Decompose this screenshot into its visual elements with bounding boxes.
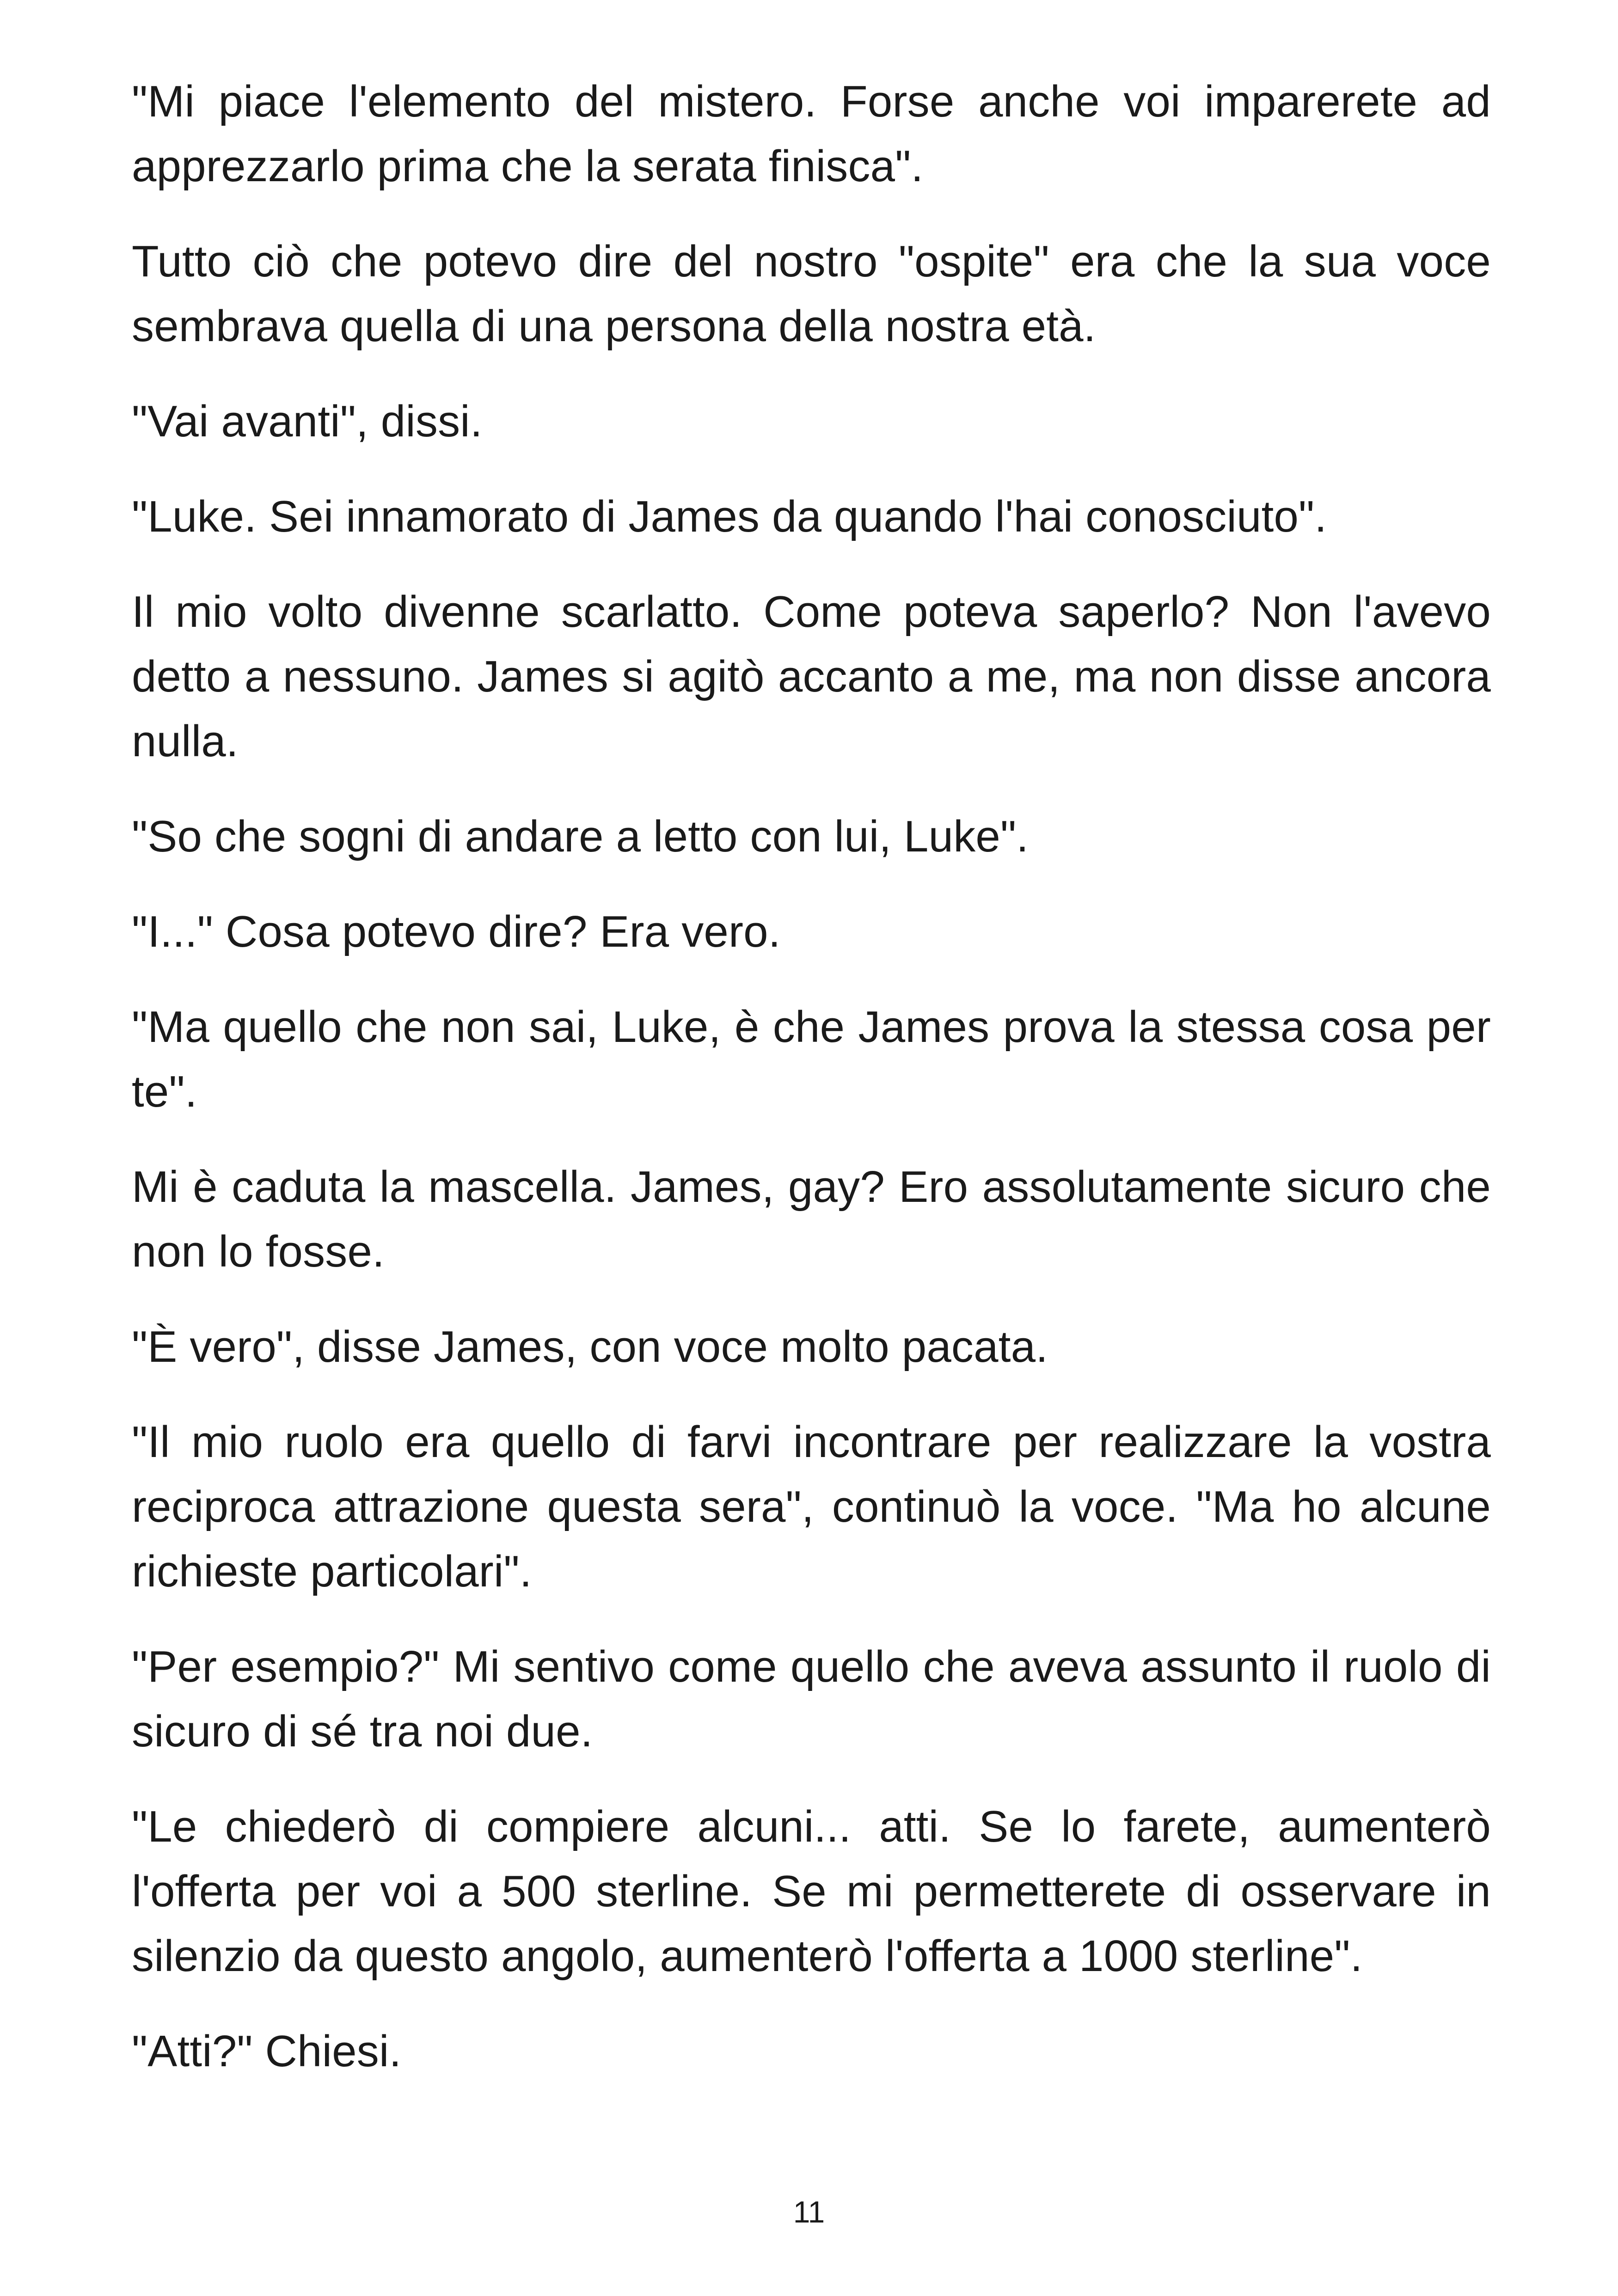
paragraph: Mi è caduta la mascella. James, gay? Ero assolutamente sicuro che non lo fosse. bbox=[132, 1162, 1491, 1276]
paragraph: "È vero", disse James, con voce molto pacata. bbox=[132, 1322, 1048, 1371]
paragraph: "Ma quello che non sai, Luke, è che James prova la stessa cosa per te". bbox=[132, 1002, 1491, 1116]
paragraph: Tutto ciò che potevo dire del nostro "ospite" era che la sua voce sembrava quella di una persona della nostra età. bbox=[132, 237, 1491, 351]
paragraph: "Le chiederò di compiere alcuni... atti. Se lo farete, aumenterò l'offerta per voi a 500 sterline. Se mi permetterete di osservare in silenzio da questo angolo, aumenterò l'offerta a 1000 sterline". bbox=[132, 1802, 1491, 1981]
paragraph: "Mi piace l'elemento del mistero. Forse anche voi imparerete ad apprezzarlo prima che la serata finisca". bbox=[132, 77, 1491, 191]
paragraph: "Per esempio?" Mi sentivo come quello che aveva assunto il ruolo di sicuro di sé tra noi due. bbox=[132, 1642, 1491, 1756]
page-number: 11 bbox=[793, 2195, 825, 2229]
paragraph: "Vai avanti", dissi. bbox=[132, 397, 483, 446]
paragraph: "Luke. Sei innamorato di James da quando l'hai conosciuto". bbox=[132, 492, 1327, 541]
paragraph: "I..." Cosa potevo dire? Era vero. bbox=[132, 907, 781, 956]
document-page bbox=[132, 69, 1491, 2114]
paragraph: "Atti?" Chiesi. bbox=[132, 2027, 402, 2076]
paragraph: "Il mio ruolo era quello di farvi incontrare per realizzare la vostra reciproca attrazione questa sera", continuò la voce. "Ma ho alcune richieste particolari". bbox=[132, 1417, 1491, 1596]
paragraph: "So che sogni di andare a letto con lui, Luke". bbox=[132, 812, 1029, 861]
paragraph: Il mio volto divenne scarlatto. Come poteva saperlo? Non l'avevo detto a nessuno. James si agitò accanto a me, ma non disse ancora nulla. bbox=[132, 587, 1491, 766]
